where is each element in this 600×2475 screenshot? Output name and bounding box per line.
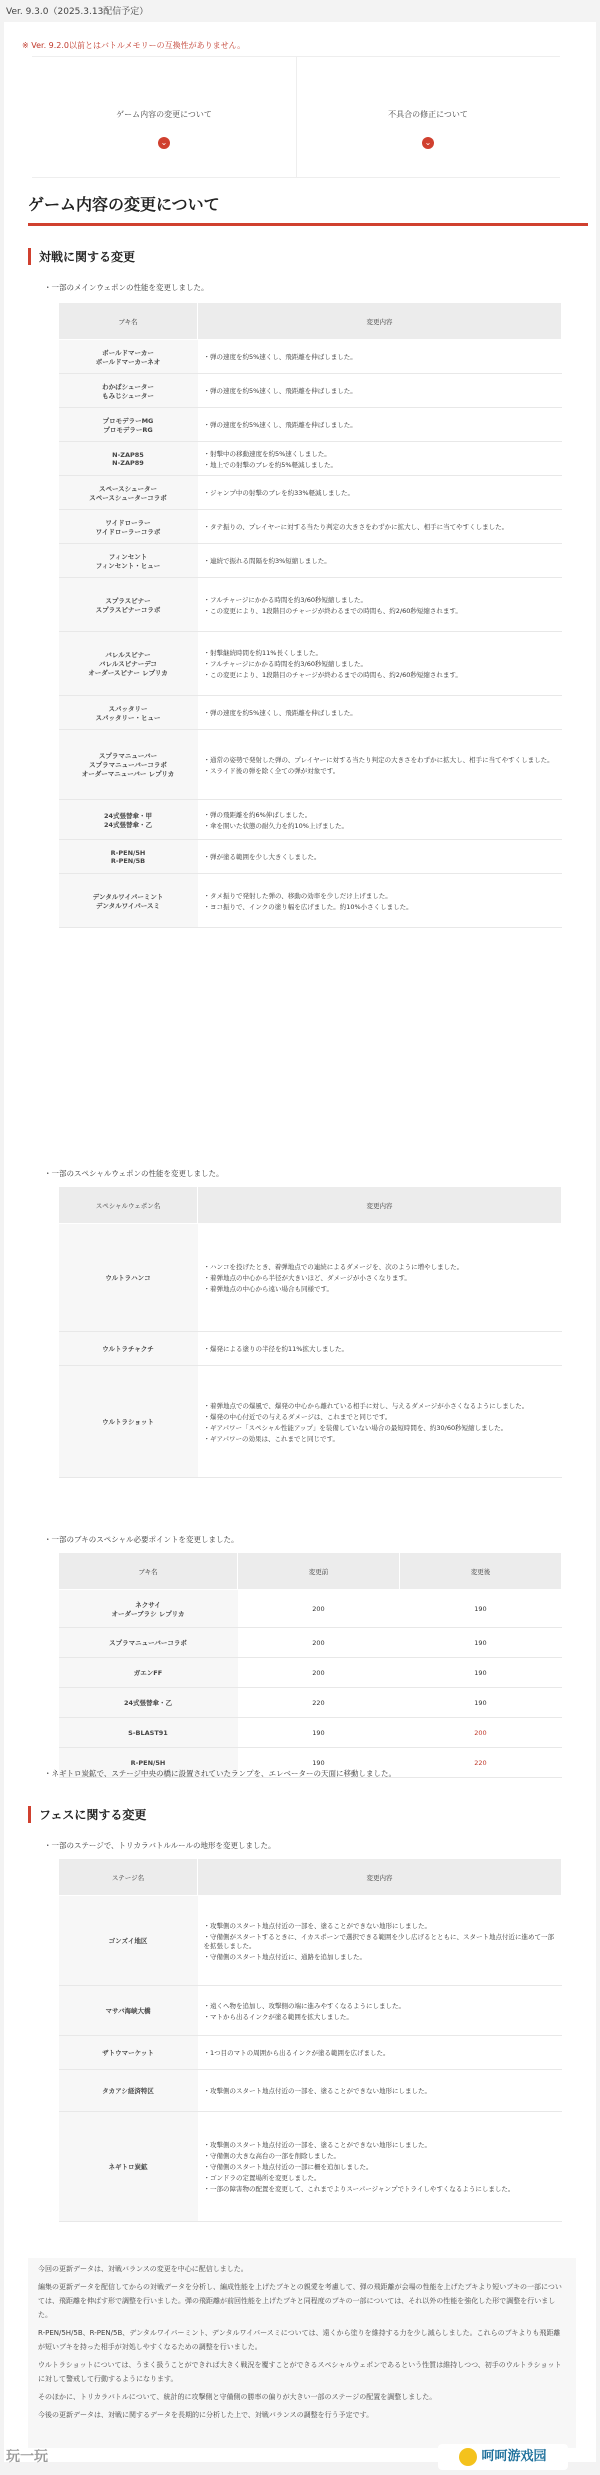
special-row: [59, 1366, 562, 1478]
col-header: 変更内容: [198, 303, 562, 340]
row-changes: [198, 696, 562, 730]
row-name: プロモデラーMG プロモデラーRG: [59, 408, 198, 442]
value-after: 190: [400, 1688, 562, 1718]
section-title: ゲーム内容の変更について: [28, 192, 588, 226]
main-weapon-note: ・一部のメインウェポンの性能を変更しました。: [44, 283, 209, 292]
row-changes: [198, 2036, 562, 2070]
fes-heading: フェスに関する変更: [28, 1806, 146, 1823]
col-header: 変更内容: [198, 1187, 562, 1224]
change-line: ・この変更により、1段階目のチャージが終わるまでの時間も、約2/60秒短縮されます。: [203, 606, 462, 615]
special-points-note: ・一部のブキのスペシャル必要ポイントを変更しました。: [44, 1535, 239, 1544]
row-changes: [198, 2112, 562, 2222]
row-changes: [198, 874, 562, 928]
change-line: ・タテ振りの、プレイヤーに対する当たり判定の大きさをわずかに拡大し、相手に当てやすくしました。: [203, 523, 509, 531]
special-points-table: [58, 1552, 562, 1778]
change-line: ・射撃中の移動速度を約5%速くしました。: [203, 449, 331, 458]
row-changes: [198, 374, 562, 408]
stage-lamp-note: ・ネギトロ炭鉱で、ステージ中央の橋に設置されていたランプを、エレベーターの天面に移動しました。: [44, 1769, 397, 1778]
weapon-row: [59, 578, 562, 632]
change-line: ・爆発による塗りの半径を約11%拡大しました。: [203, 1345, 348, 1353]
weapon-row: [59, 510, 562, 544]
change-line: ・守備側の大きな高台の一部を削除しました。: [203, 2152, 340, 2160]
special-row: [59, 1224, 562, 1332]
row-name: ボールドマーカー ボールドマーカーネオ: [59, 340, 198, 374]
fes-note: ・一部のステージで、トリカラバトルルールの地形を変更しました。: [44, 1841, 276, 1850]
row-changes: [198, 340, 562, 374]
change-line: ・ハンコを投げたとき、着弾地点での連続によるダメージを、次のように増やしました。: [203, 1263, 464, 1271]
row-name: スペースシューター スペースシューターコラボ: [59, 476, 198, 510]
change-line: ・ヨコ振りで、インクの塗り幅を広げました。約10%小さくしました。: [203, 902, 413, 911]
change-line: ・弾の速度を約5%速くし、飛距離を伸ばしました。: [203, 709, 357, 717]
change-line: ・スライド後の弾を除く全ての弾が対象です。: [203, 766, 340, 775]
change-line: ・着弾地点の中心から半径が大きいほど、ダメージが小さくなります。: [203, 1274, 411, 1282]
row-name: デンタルワイパーミント デンタルワイパースミ: [59, 874, 198, 928]
special-row: [59, 1332, 562, 1366]
watermark-left: 玩一玩: [6, 2449, 48, 2465]
row-name: N-ZAP85 N-ZAP89: [59, 442, 198, 476]
row-name: ネクサイ オーダーブラシ レプリカ: [59, 1590, 238, 1628]
value-after: 190: [400, 1628, 562, 1658]
change-line: ・タメ振りで発射した弾の、移動の効率を少しだけ上げました。: [203, 891, 392, 900]
change-line: ・連続で振れる間隔を約3%短縮しました。: [203, 557, 331, 565]
change-line: ・遠くへ物を追加し、攻撃側の端に進みやすくなるようにしました。: [203, 2001, 405, 2010]
weapon-row: [59, 340, 562, 374]
change-line: ・一部の障害物の配置を変更して、これまでよりスーパージャンプでトライしやすくなるようにしました。: [203, 2185, 515, 2193]
change-line: ・傘を開いた状態の耐久力を約10%上げました。: [203, 821, 348, 830]
weapon-row: [59, 408, 562, 442]
row-name: マサバ海峡大橋: [59, 1986, 198, 2036]
row-changes: [198, 1896, 562, 1986]
stage-row: [59, 2036, 562, 2070]
row-changes: [198, 1366, 562, 1478]
chevron-down-icon: ⌄: [158, 137, 170, 149]
change-line: ・守備側のスタート地点付近の一部に柵を追加しました。: [203, 2163, 373, 2171]
change-line: ・地上での射撃のブレを約5%軽減しました。: [203, 460, 338, 469]
value-after: 190: [400, 1590, 562, 1628]
stage-row: [59, 1896, 562, 1986]
row-name: ガエンFF: [59, 1658, 238, 1688]
change-line: ・弾の飛距離を約6%伸ばしました。: [203, 810, 312, 819]
change-line: ・着弾地点での爆風で、爆発の中心から離れている相手に対し、与えるダメージが小さくなるようにしました。: [203, 1401, 529, 1410]
toc-item-game-changes[interactable]: ゲーム内容の変更について ⌄: [32, 57, 297, 177]
stage-table: [58, 1858, 562, 2222]
weapon-row: [59, 442, 562, 476]
weapon-row: [59, 840, 562, 874]
toc-item-bug-fixes[interactable]: 不具合の修正について ⌄: [388, 110, 468, 147]
row-changes: [198, 840, 562, 874]
points-row: [59, 1718, 562, 1748]
row-name: ワイドローラー ワイドローラーコラボ: [59, 510, 198, 544]
points-row: [59, 1658, 562, 1688]
change-line: ・攻撃側のスタート地点付近の一部を、塗ることができない地形にしました。: [203, 2141, 431, 2149]
special-weapon-note: ・一部のスペシャルウェポンの性能を変更しました。: [44, 1169, 224, 1178]
value-before: 190: [238, 1748, 400, 1778]
stage-row: [59, 2070, 562, 2112]
change-line: ・攻撃側のスタート地点付近の一部を、塗ることができない地形にしました。: [203, 1921, 431, 1930]
change-line: ・射撃継続時間を約11%長くしました。: [203, 649, 322, 657]
change-line: ・この変更により、1段階目のチャージが終わるまでの時間も、約2/60秒短縮されます。: [203, 671, 462, 679]
summary-paragraph: そのほかに、トリカラバトルについて、統計的に攻撃側と守備側の勝率の偏りが大きい一部のステージの配置を調整しました。: [38, 2393, 437, 2401]
compat-warning: ※ Ver. 9.2.0以前とはバトルメモリーの互換性がありません。: [22, 41, 246, 50]
row-name: R-PEN/5H: [59, 1748, 238, 1778]
row-changes: [198, 510, 562, 544]
row-name: ザトウマーケット: [59, 2036, 198, 2070]
points-row: [59, 1688, 562, 1718]
row-name: ウルトラチャクチ: [59, 1332, 198, 1366]
row-name: スプラスピナー スプラスピナーコラボ: [59, 578, 198, 632]
chevron-down-icon: ⌄: [422, 137, 434, 149]
weapon-row: [59, 544, 562, 578]
change-line: ・攻撃側のスタート地点付近の一部を、塗ることができない地形にしました。: [203, 2087, 431, 2095]
value-before: 200: [238, 1628, 400, 1658]
row-changes: [198, 578, 562, 632]
weapon-row: [59, 696, 562, 730]
main-weapon-table: [58, 302, 562, 928]
row-name: 24式張替傘・甲 24式張替傘・乙: [59, 800, 198, 840]
change-line: ・フルチャージにかかる時間を約3/60秒短縮しました。: [203, 595, 368, 604]
value-before: 200: [238, 1658, 400, 1688]
row-changes: [198, 2070, 562, 2112]
weapon-row: [59, 800, 562, 840]
summary-paragraph: 編集の更新データを配信してからの対戦データを分析し、編成性能を上げたブキとの親愛を考慮して、弾の飛距離が会場の性能を上げたブキより短いブキの一部については、飛距離を伸ばす形で調整を行いました。弾の飛距離が前回性能を上げたブキと同程度のブキの一部については、それ以外の性能を強化した形で調整を行いました。: [38, 2283, 562, 2319]
change-line: ・フルチャージにかかる時間を約3/60秒短縮しました。: [203, 660, 368, 668]
col-header: 変更前: [238, 1553, 400, 1590]
change-line: ・マトから出るインクが塗る範囲を拡大しました。: [203, 2012, 353, 2021]
change-line: ・弾の速度を約5%速くし、飛距離を伸ばしました。: [203, 353, 357, 361]
row-changes: [198, 800, 562, 840]
row-name: R-PEN/5H R-PEN/5B: [59, 840, 198, 874]
change-line: ・1つ目のマトの周囲から出るインクが塗る範囲を広げました。: [203, 2049, 390, 2057]
row-changes: [198, 1332, 562, 1366]
col-header: スペシャルウェポン名: [59, 1187, 198, 1224]
value-before: 190: [238, 1718, 400, 1748]
points-row: [59, 1590, 562, 1628]
value-after: 190: [400, 1658, 562, 1688]
change-line: ・ギアパワーの効果は、これまでと同じです。: [203, 1434, 339, 1443]
points-row: [59, 1628, 562, 1658]
version-label: Ver. 9.3.0（2025.3.13配信予定）: [6, 7, 149, 17]
row-changes: [198, 730, 562, 800]
col-header: 変更後: [400, 1553, 562, 1590]
row-name: スパッタリー スパッタリー・ヒュー: [59, 696, 198, 730]
summary-paragraph: 今後の更新データは、対戦に関するデータを長期的に分析した上で、対戦バランスの調整を行う予定です。: [38, 2411, 374, 2419]
stage-row: [59, 2112, 562, 2222]
value-before: 200: [238, 1590, 400, 1628]
stage-row: [59, 1986, 562, 2036]
change-line: ・守備側のスタート地点付近に、通路を追加しました。: [203, 1952, 366, 1961]
change-line: ・弾の速度を約5%速くし、飛距離を伸ばしました。: [203, 387, 357, 395]
change-line: ・弾の速度を約5%速くし、飛距離を伸ばしました。: [203, 421, 357, 429]
row-name: スプラマニューバーコラボ: [59, 1628, 238, 1658]
row-name: フィンセント フィンセント・ヒュー: [59, 544, 198, 578]
special-weapon-table: [58, 1186, 562, 1478]
col-header: ブキ名: [59, 303, 198, 340]
row-name: ゴンズイ地区: [59, 1896, 198, 1986]
row-changes: [198, 476, 562, 510]
row-name: ウルトラハンコ: [59, 1224, 198, 1332]
weapon-row: [59, 374, 562, 408]
row-changes: [198, 408, 562, 442]
change-line: ・ジャンプ中の射撃のブレを約33%軽減しました。: [203, 489, 355, 497]
table-of-contents: [32, 56, 560, 178]
value-after: 200: [400, 1718, 562, 1748]
row-changes: [198, 1224, 562, 1332]
change-line: ・ギアパワー「スペシャル性能アップ」を装備していない場合の最短時間を、約30/60秒短縮しました。: [203, 1423, 508, 1432]
row-name: 24式張替傘・乙: [59, 1688, 238, 1718]
value-after: 220: [400, 1748, 562, 1778]
row-name: バレルスピナー バレルスピナーデコ オーダースピナー レプリカ: [59, 632, 198, 696]
col-header: 変更内容: [198, 1859, 562, 1896]
row-name: わかばシューター もみじシューター: [59, 374, 198, 408]
change-line: ・通常の姿勢で発射した弾の、プレイヤーに対する当たり判定の大きさをわずかに拡大し、相手に当てやすくしました。: [203, 755, 554, 764]
weapon-row: [59, 632, 562, 696]
value-before: 220: [238, 1688, 400, 1718]
row-name: ウルトラショット: [59, 1366, 198, 1478]
row-name: S-BLAST91: [59, 1718, 238, 1748]
col-header: ステージ名: [59, 1859, 198, 1896]
change-line: ・爆発の中心付近での与えるダメージは、これまでと同じです。: [203, 1412, 392, 1421]
weapon-row: [59, 730, 562, 800]
change-line: ・弾が塗る範囲を少し大きくしました。: [203, 853, 321, 861]
row-name: ネギトロ炭鉱: [59, 2112, 198, 2222]
row-changes: [198, 544, 562, 578]
col-header: ブキ名: [59, 1553, 238, 1590]
row-changes: [198, 442, 562, 476]
weapon-row: [59, 476, 562, 510]
watermark-right: 呵呵游戏园: [438, 2444, 568, 2470]
summary-paragraph: R-PEN/5H/5B、R-PEN/5B、デンタルワイパーミント、デンタルワイパースミについては、遠くから塗りを維持する力を少し減らしました。これらのブキよりも飛距離が短いブキを持った相手が対処しやすくなるための調整を行いました。: [38, 2329, 561, 2351]
weapon-row: [59, 874, 562, 928]
change-line: ・着弾地点の中心から遠い場合も同様です。: [203, 1285, 333, 1293]
row-name: タカアシ経済特区: [59, 2070, 198, 2112]
row-changes: [198, 632, 562, 696]
change-line: ・守備側がスタートするときに、イカスポーンで選択できる範囲を少し広げるとともに、スタート地点付近に進めて一部を拡張しました。: [203, 1932, 554, 1950]
row-changes: [198, 1986, 562, 2036]
row-name: スプラマニューバー スプラマニューバーコラボ オーダーマニューバー レプリカ: [59, 730, 198, 800]
summary-box: [28, 2258, 576, 2448]
change-line: ・ゴンドラの定置場所を変更しました。: [203, 2174, 321, 2182]
summary-paragraph: ウルトラショットについては、うまく扱うことができれば大きく戦況を覆すことができるスペシャルウェポンであるという性質は維持しつつ、初手のウルトラショットに対して警戒して行動するようになります。: [38, 2361, 562, 2383]
battle-heading: 対戦に関する変更: [28, 248, 135, 265]
summary-paragraph: 今回の更新データは、対戦バランスの変更を中心に配信しました。: [38, 2265, 248, 2273]
logo-icon: [459, 2448, 477, 2466]
